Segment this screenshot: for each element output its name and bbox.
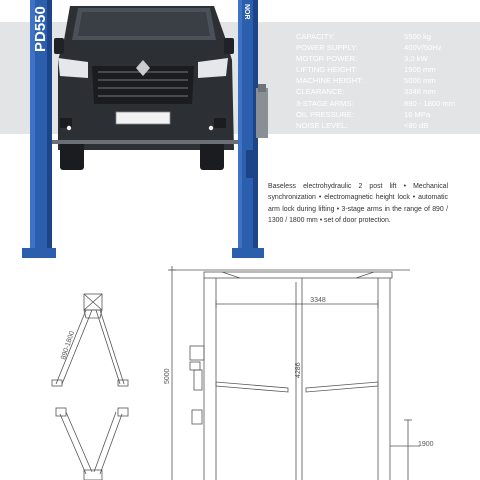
spec-value: <80 dB xyxy=(404,120,429,130)
product-description: Baseless electrohydraulic 2 post lift • Mechanical synchronization • electromagnetic height lock • automatic arm lock during lifting • 3-stage arms in the range of 890 / 1300 / 1800 mm • set of door protection. xyxy=(268,183,448,224)
spec-row xyxy=(296,53,476,64)
spec-value: 5000 mm xyxy=(404,76,436,86)
van-image xyxy=(52,6,238,170)
brand-label: NOR xyxy=(243,4,250,20)
spec-label: NOISE LEVEL: xyxy=(296,120,348,130)
spec-value: 890 - 1800 mm xyxy=(404,98,456,108)
spec-row xyxy=(296,64,476,75)
spec-value: 3348 mm xyxy=(404,87,436,97)
spec-label: 3-STAGE ARMS: xyxy=(296,98,354,108)
spec-row xyxy=(296,42,476,53)
elevation-drawing xyxy=(168,266,420,480)
machine-height-dimension: 5000 xyxy=(164,368,171,384)
spec-row xyxy=(296,120,476,131)
right-post xyxy=(232,0,268,258)
spec-value: 400V/50Hz xyxy=(404,43,442,53)
arm-drawing-top xyxy=(52,294,128,386)
inner-height-dimension: 4286 xyxy=(295,362,302,378)
arm-range-label: 890-1800 xyxy=(60,330,77,361)
spec-row xyxy=(296,98,476,109)
clearance-dimension: 3348 xyxy=(310,297,326,304)
lift-height-dimension: 1900 xyxy=(418,441,434,448)
spec-row xyxy=(296,109,476,120)
spec-label: CLEARANCE: xyxy=(296,87,345,97)
spec-row xyxy=(296,31,476,42)
spec-value: 16 MPa xyxy=(404,109,431,119)
spec-value: 5500 kg xyxy=(404,32,432,41)
spec-label: CAPACITY: xyxy=(296,32,336,41)
spec-value: 3,0 kW xyxy=(404,54,428,64)
spec-label: POWER SUPPLY: xyxy=(296,43,358,53)
spec-label: MOTOR POWER: xyxy=(296,54,358,64)
model-label: PD550 xyxy=(32,6,49,52)
spec-row xyxy=(296,75,476,86)
spec-row xyxy=(296,86,476,97)
spec-table xyxy=(296,31,476,131)
spec-value: 1900 mm xyxy=(404,65,436,75)
spec-label: OIL PRESSURE: xyxy=(296,109,354,119)
spec-label: MACHINE HEIGHT: xyxy=(296,76,364,86)
arm-drawing-bottom xyxy=(56,408,128,480)
spec-label: LIFTING HEIGHT: xyxy=(296,65,358,75)
